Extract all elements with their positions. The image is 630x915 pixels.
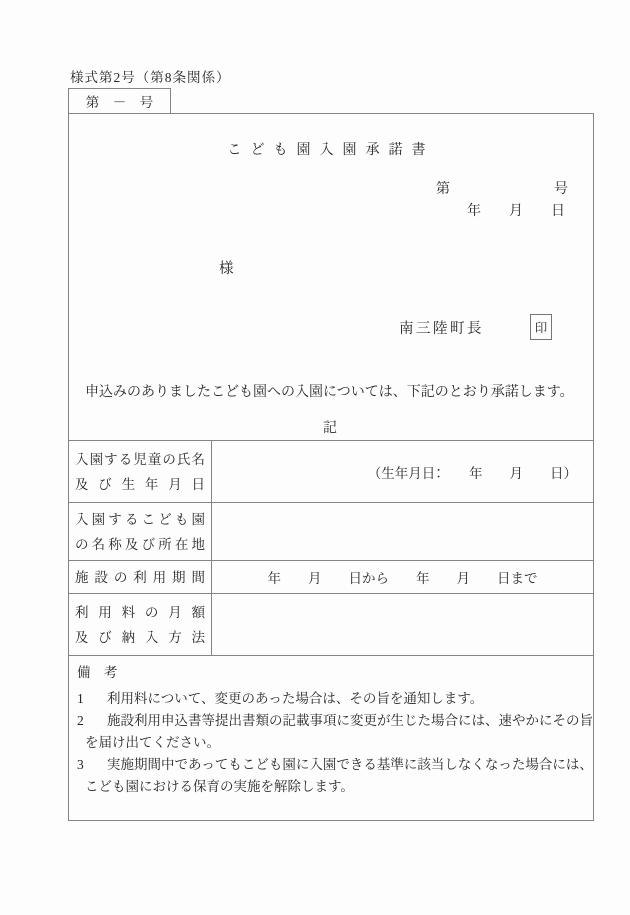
addressee-honorific: 様 [219, 261, 234, 277]
form-title: こども園入園承諾書 [227, 143, 435, 158]
document-number-text: 第 － 号 [85, 95, 154, 110]
note-item-2 [77, 710, 593, 732]
issuer-line [399, 314, 552, 340]
note-number: 3 [77, 757, 84, 772]
table-row-child-name [69, 440, 593, 502]
body-text: 申込みのありましたこども園への入園については、下記のとおり承諾します。 [85, 385, 574, 400]
period-placeholder: 年 月 日から 年 月 日まで [267, 571, 538, 586]
row-label-line: 施 設 の 利 用 期 間 [75, 569, 205, 585]
birthdate-placeholder: （生年月日： 年 月 日） [367, 465, 577, 481]
form-frame [68, 113, 594, 821]
issue-date-placeholder: 年 月 日 [467, 204, 565, 219]
reference-number-line [436, 178, 568, 198]
reference-number-prefix: 第 [436, 182, 450, 197]
reference-number-suffix: 号 [554, 182, 568, 197]
row-label-line: 入 園 す る こ ど も 園 [75, 511, 205, 527]
row-label-fee [69, 594, 212, 655]
note-text: 施設利用申込書等提出書類の記載事項に変更が生じた場合には、速やかにその旨 [107, 713, 593, 728]
table-row-center-name [69, 502, 593, 560]
document-number-box [68, 88, 171, 114]
note-number: 1 [77, 691, 84, 706]
row-value-child-name [212, 441, 593, 502]
row-label-line: 利 用 料 の 月 額 [75, 604, 205, 620]
section-marker: 記 [323, 421, 339, 436]
row-value-fee [212, 594, 593, 655]
form-table [69, 440, 593, 655]
row-value-center-name [212, 503, 593, 560]
row-label-usage-period [69, 561, 212, 593]
row-label-line: 及 び 生 年 月 日 [75, 476, 205, 492]
note-text-continuation: こども園における保育の実施を解除します。 [85, 779, 354, 794]
note-text-continuation: を届け出てください。 [85, 735, 220, 750]
note-item-1 [77, 688, 583, 710]
note-item-3 [77, 754, 593, 776]
note-text: 実施期間中であってもこども園に入園できる基準に該当しなくなった場合には、 [107, 757, 593, 772]
row-label-line: 及 び 納 入 方 法 [75, 629, 205, 645]
issuer-title: 南三陸町長 [399, 321, 484, 337]
row-label-line: の 名 称 及 び 所 在 地 [75, 536, 205, 552]
note-number: 2 [77, 713, 84, 728]
seal-label: 印 [534, 321, 548, 335]
table-row-usage-period [69, 560, 593, 593]
note-text: 利用料について、変更のあった場合は、その旨を通知します。 [107, 691, 484, 706]
notes-heading: 備 考 [77, 665, 118, 680]
notes-section [69, 655, 593, 820]
row-label-line: 入 園 す る 児 童 の 氏 名 [75, 451, 205, 467]
row-label-center-name [69, 503, 212, 560]
seal-box [530, 314, 552, 340]
table-row-fee [69, 593, 593, 655]
form-style-label: 様式第2号（第8条関係） [70, 70, 231, 85]
row-value-usage-period [212, 561, 593, 593]
row-label-child-name [69, 441, 212, 502]
